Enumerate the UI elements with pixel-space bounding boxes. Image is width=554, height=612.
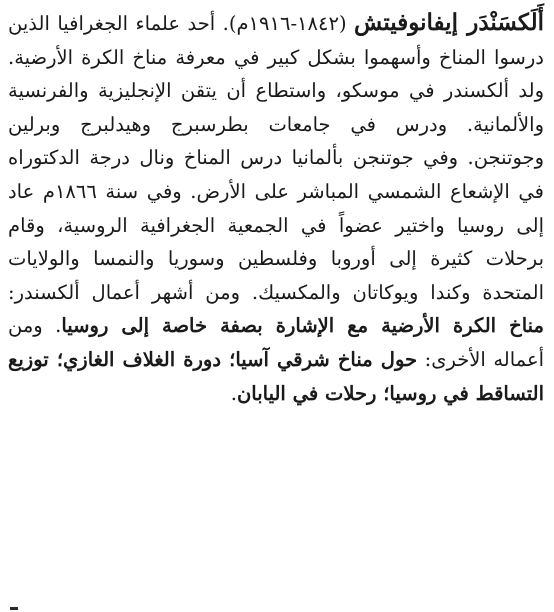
- work-title-primary: مناخ الكرة الأرضية مع الإشارة بصفة خاصة إلى روسيا: [61, 314, 544, 338]
- article-headword: أَلَكسَنْدَر إيفانوفيتش: [354, 9, 544, 36]
- page-mark: [10, 607, 18, 610]
- article-mid-text: . ومن أعماله الأخرى:: [8, 314, 544, 371]
- article-dates: (١٨٤٢-١٩١٦م).: [222, 12, 347, 35]
- article-intro-text: أحد علماء الجغرافيا الذين درسوا المناخ وأسهموا بشكل كبير في معرفة مناخ الكرة الأرضية. ولد ألكسندر في موسكو، واستطاع أن يتقن الإنجليزية والفرنسية والألمانية. ودرس في جامعات بطرسبرج وهيدلبرج وبرلين وجوتنجن. وفي جوتنجن بألمانيا درس المناخ ونال درجة الدكتوراه في الإشعاع الشمسي المباشر على الأرض. وفي سنة ١٨٦٦م عاد إلى روسيا واختير عضواً في الجمعية الجغرافية الروسية، وقام برحلات كثيرة إلى أوروبا وفلسطين وسوريا والنمسا والولايات المتحدة وكندا ويوكاتان والمكسيك. ومن أشهر أعمال ألكسندر:: [8, 12, 544, 304]
- article-end-text: .: [230, 381, 237, 405]
- work-titles-other: حول مناخ شرقي آسيا؛ دورة الغلاف الغازي؛ توزيع التساقط في روسيا؛ رحلات في اليابان: [8, 347, 544, 405]
- encyclopedia-article: [8, 6, 544, 410]
